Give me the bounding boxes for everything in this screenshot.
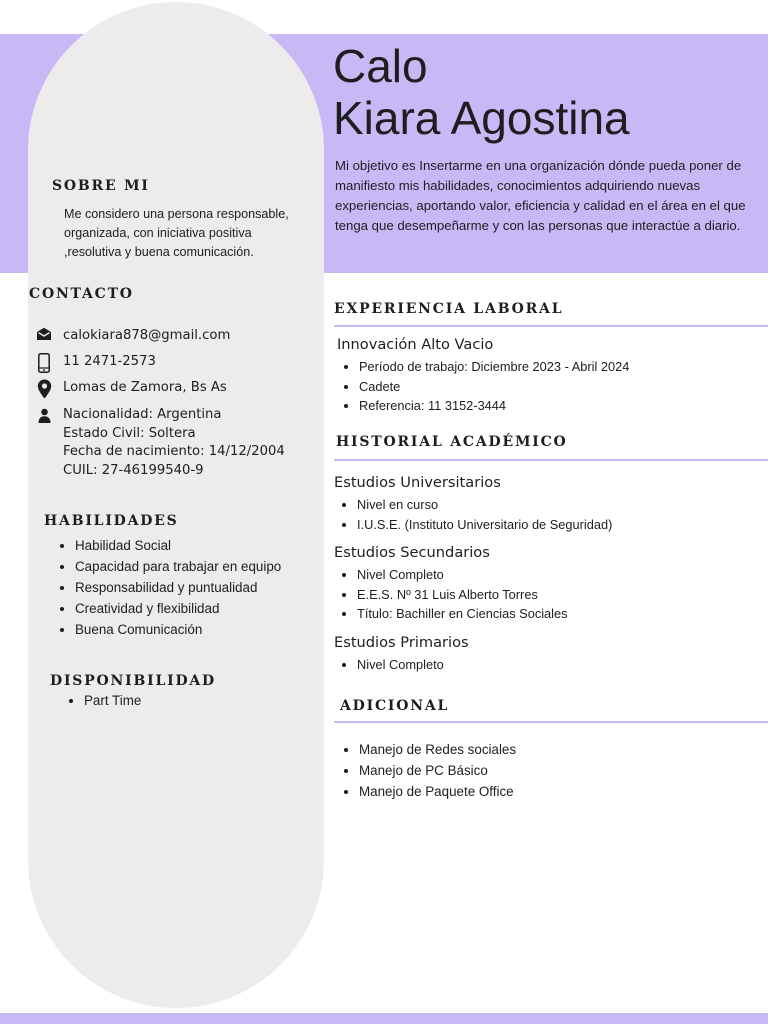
- contact-personal-details: [35, 406, 285, 480]
- contact-email: [35, 327, 230, 347]
- cuil: CUIL: 27-46199540-9: [63, 462, 204, 478]
- birth-date: Fecha de nacimiento: 14/12/2004: [63, 444, 285, 459]
- education-level-university: Estudios Universitarios: [334, 474, 501, 491]
- contact-heading: CONTACTO: [29, 286, 134, 302]
- list-item: • Título: Bachiller en Ciencias Sociales: [357, 604, 568, 624]
- about-text: Me considero una persona responsable, organizada, con iniciativa positiva ,resolutiva y buena comunicación.: [64, 207, 289, 259]
- additional-heading: ADICIONAL: [340, 698, 450, 714]
- list-item: • Capacidad para trabajar en equipo: [75, 556, 281, 577]
- list-item: • Manejo de Paquete Office: [359, 781, 516, 802]
- nationality: Nacionalidad: Argentina: [63, 407, 222, 422]
- envelope-icon: [35, 327, 53, 347]
- objective-text: Mi objetivo es Insertarme en una organización dónde pueda poner de manifiesto mis habilidades, conocimientos adquiriendo nuevas experiencias, aportando valor, eficiencia y calidad en el área en el que tenga que desempeñarme y con las personas que interactúe a diario.: [335, 158, 746, 233]
- education-level-primary: Estudios Primarios: [334, 634, 469, 651]
- mobile-phone-icon: [35, 353, 53, 373]
- list-item: • Habilidad Social: [75, 535, 281, 556]
- map-pin-icon: [35, 379, 53, 399]
- availability-heading: DISPONIBILIDAD: [50, 673, 216, 689]
- list-item: • Manejo de PC Básico: [359, 760, 516, 781]
- location-value: Lomas de Zamora, Bs As: [63, 380, 227, 395]
- footer-accent-band: [0, 1013, 768, 1024]
- primary-details-list: [335, 655, 444, 675]
- university-details-list: [335, 495, 612, 534]
- education-level-secondary: Estudios Secundarios: [334, 544, 490, 561]
- additional-list: [337, 739, 516, 802]
- contact-location: [35, 379, 227, 399]
- secondary-details-list: [335, 565, 568, 624]
- list-item: • Nivel Completo: [357, 565, 568, 585]
- list-item: • Referencia: 11 3152-3444: [359, 396, 629, 416]
- candidate-given-names: Kiara Agostina: [333, 92, 630, 144]
- list-item: • Período de trabajo: Diciembre 2023 - Abril 2024: [359, 357, 629, 377]
- list-item: • Creatividad y flexibilidad: [75, 598, 281, 619]
- email-value: calokiara878@gmail.com: [63, 328, 231, 343]
- experience-heading: EXPERIENCIA LABORAL: [334, 301, 564, 317]
- list-item: • Nivel Completo: [357, 655, 444, 675]
- experience-divider: [334, 325, 768, 327]
- skills-list: [53, 535, 281, 640]
- candidate-surname: Calo: [333, 40, 428, 92]
- additional-divider: [334, 721, 768, 723]
- education-heading: HISTORIAL ACADÉMICO: [336, 434, 568, 450]
- contact-phone: [35, 353, 156, 373]
- user-icon: [35, 406, 53, 428]
- personal-details-list: [63, 406, 285, 480]
- skills-heading: HABILIDADES: [44, 513, 179, 529]
- list-item: • I.U.S.E. (Instituto Universitario de Seguridad): [357, 515, 612, 535]
- about-heading: SOBRE MI: [52, 178, 150, 194]
- list-item: • Part Time: [84, 690, 141, 711]
- list-item: • E.E.S. Nº 31 Luis Alberto Torres: [357, 585, 568, 605]
- sidebar-panel: [28, 2, 324, 1008]
- availability-list: [62, 690, 141, 711]
- list-item: • Nivel en curso: [357, 495, 612, 515]
- list-item: • Manejo de Redes sociales: [359, 739, 516, 760]
- list-item: • Responsabilidad y puntualidad: [75, 577, 281, 598]
- marital-status: Estado Civil: Soltera: [63, 425, 196, 441]
- education-divider: [334, 459, 768, 461]
- list-item: • Cadete: [359, 377, 629, 397]
- job-company: Innovación Alto Vacio: [337, 336, 494, 353]
- candidate-name: [333, 40, 630, 144]
- job-details-list: [337, 357, 629, 416]
- list-item: • Buena Comunicación: [75, 619, 281, 640]
- phone-value: 11 2471-2573: [63, 354, 156, 369]
